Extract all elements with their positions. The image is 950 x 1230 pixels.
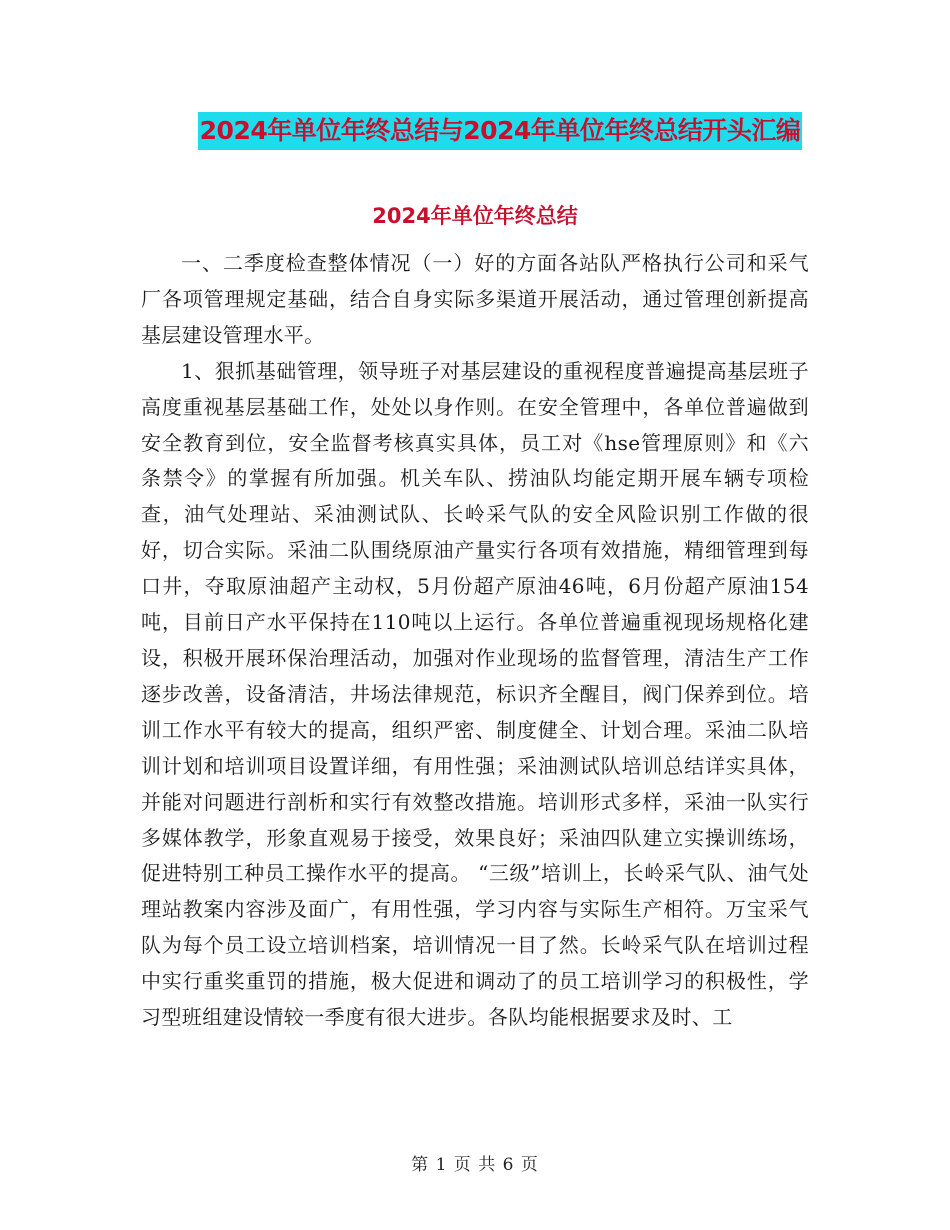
body-paragraph: 一、二季度检查整体情况（一）好的方面各站队严格执行公司和采气厂各项管理规定基础，结合自身实际多渠道开展活动，通过管理创新提高基层建设管理水平。 — [141, 251, 809, 347]
document-body — [141, 246, 809, 1036]
title-container — [0, 112, 950, 150]
page-number-footer: 第 1 页 共 6 页 — [411, 1155, 539, 1175]
document-main-title: 2024年单位年终总结与2024年单位年终总结开头汇编 — [198, 112, 803, 150]
section-title: 2024年单位年终总结 — [372, 204, 578, 228]
body-paragraph: 1、狠抓基础管理，领导班子对基层建设的重视程度普遍提高基层班子高度重视基层基础工作，处处以身作则。在安全管理中，各单位普遍做到安全教育到位，安全监督考核真实具体，员工对《hse管理原则》和《六条禁令》的掌握有所加强。机关车队、捞油队均能定期开展车辆专项检查，油气处理站、采油测试队、长岭采气队的安全风险识别工作做的很好，切合实际。采油二队围绕原油产量实行各项有效措施，精细管理到每口井，夺取原油超产主动权，5月份超产原油46吨，6月份超产原油154吨，目前日产水平保持在110吨以上运行。各单位普遍重视现场规格化建设，积极开展环保治理活动，加强对作业现场的监督管理，清洁生产工作逐步改善，设备清洁，井场法律规范，标识齐全醒目，阀门保养到位。培训工作水平有较大的提高，组织严密、制度健全、计划合理。采油二队培训计划和培训项目设置详细，有用性强；采油测试队培训总结详实具体，并能对问题进行剖析和实行有效整改措施。培训形式多样，采油一队实行多媒体教学，形象直观易于接受，效果良好；采油四队建立实操训练场，促进特别工种员工操作水平的提高。 “三级”培训上，长岭采气队、油气处理站教案内容涉及面广，有用性强，学习内容与实际生产相符。万宝采气队为每个员工设立培训档案，培训情况一目了然。长岭采气队在培训过程中实行重奖重罚的措施，极大促进和调动了的员工培训学习的积极性，学习型班组建设情较一季度有很大进步。各队均能根据要求及时、工 — [141, 358, 809, 1030]
